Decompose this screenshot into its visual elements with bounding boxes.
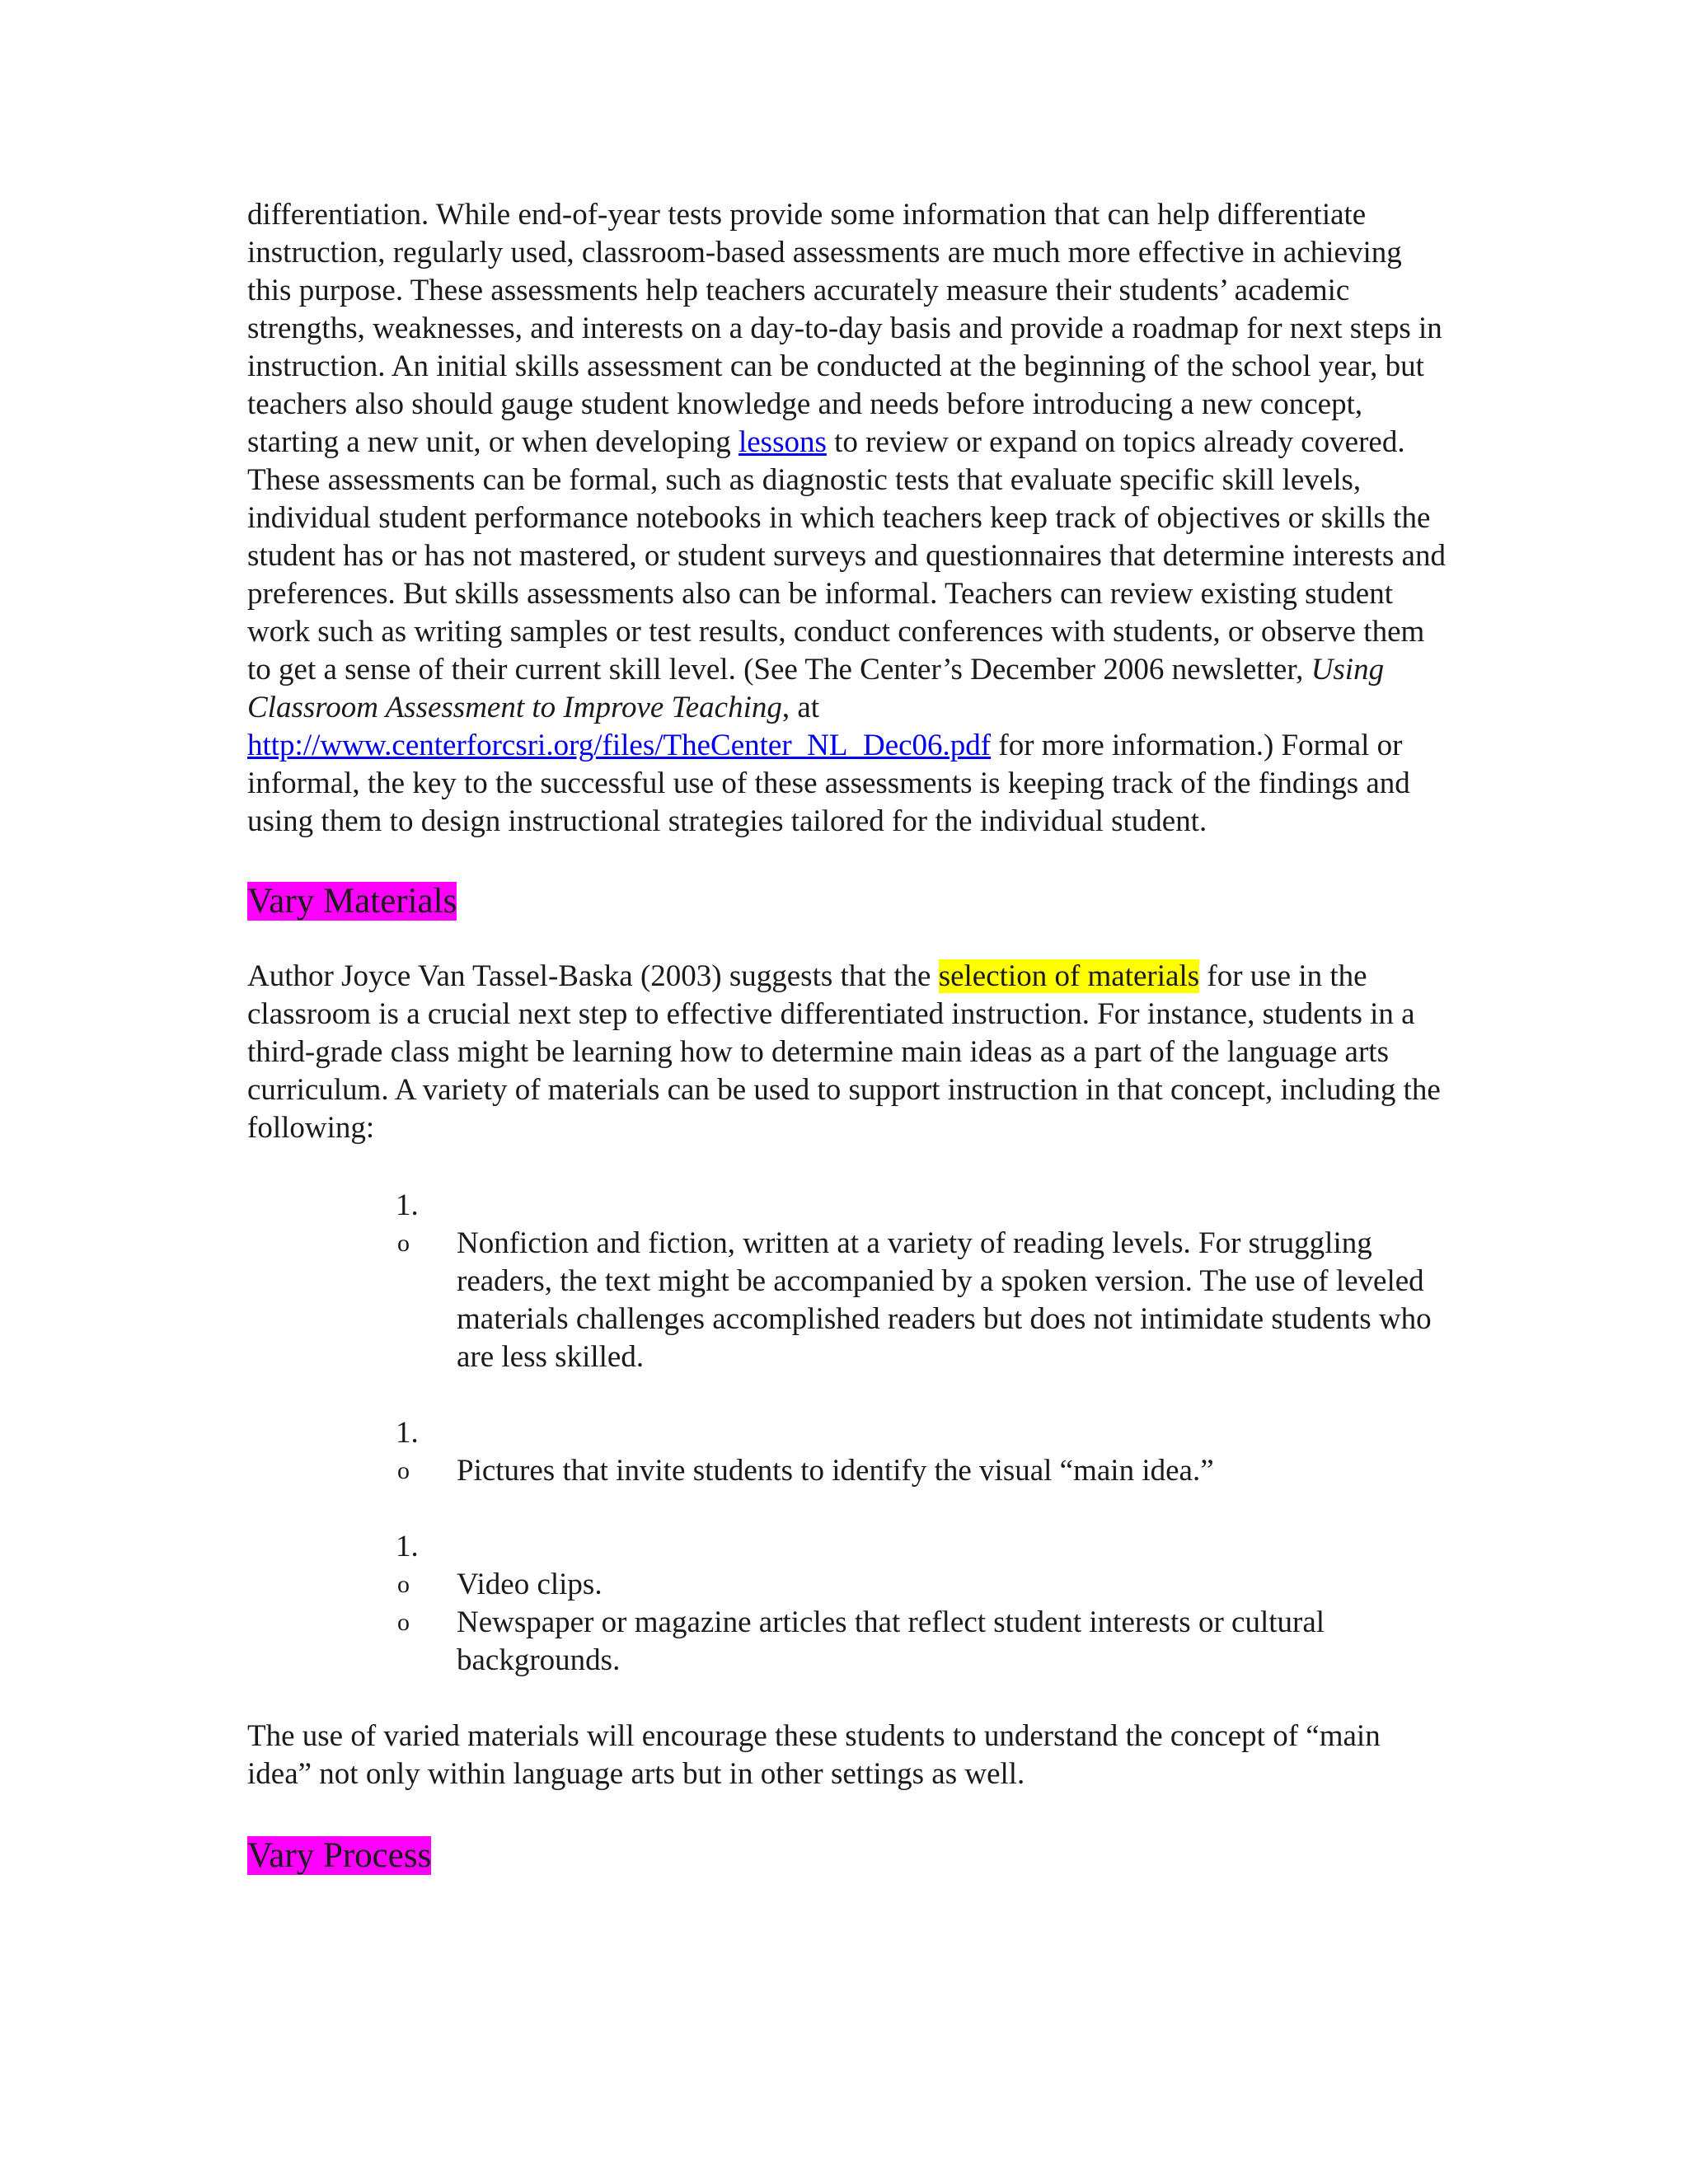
list-item-text: Video clips.	[457, 1568, 603, 1601]
bullet-icon: o	[397, 1230, 410, 1257]
list-item-text: Nonfiction and fiction, written at a variety of reading levels. For struggling readers, the text might be accompanied by a spoken version. The use of leveled materials challenges accomplished readers but does not intimidate students who are less skilled.	[457, 1226, 1432, 1374]
intro-text-part2: to review or expand on topics already covered. These assessments can be formal, such as diagnostic tests that evaluate specific skill levels, individual student performance notebooks in which teachers keep track of objectives or skills the student has or has not mastered, or student surveys and questionnaires that determine interests and preferences. But skills assessments also can be informal. Teachers can review existing student work such as writing samples or test results, conduct conferences with students, or observe them to get a sense of their current skill level. (See The Center’s December 2006 newsletter,	[247, 425, 1446, 687]
closing-paragraph: The use of varied materials will encourage these students to understand the concept of “main idea” not only within language arts but in other settings as well.	[247, 1719, 1381, 1791]
intro-text-part3: , at	[781, 691, 820, 724]
bullet-icon: o	[397, 1571, 410, 1598]
bullet-icon: o	[397, 1457, 410, 1484]
heading-highlight: Vary Process	[247, 1836, 432, 1875]
document-page	[247, 196, 1451, 1912]
list-group	[396, 1528, 1451, 1680]
bullet-icon: o	[397, 1609, 410, 1636]
list-item	[396, 1566, 1451, 1604]
list-group	[396, 1414, 1451, 1490]
materials-text-part2: for use in the classroom is a crucial next step to effective differentiated instruction. For instance, students in a third-grade class might be learning how to determine main ideas as a part of the language arts curriculum. A variety of materials can be used to support instruction in that concept, including the following:	[247, 959, 1441, 1145]
newsletter-title: Using Classroom Assessment to Improve Teaching	[247, 653, 1385, 724]
list-number: 1.	[396, 1416, 419, 1450]
newsletter-url-link[interactable]: http://www.centerforcsri.org/files/TheCenter_NL_Dec06.pdf	[247, 729, 992, 762]
intro-paragraph	[247, 196, 1451, 841]
list-number: 1.	[396, 1530, 419, 1563]
lessons-link[interactable]: lessons	[738, 425, 827, 459]
list-item-text: Pictures that invite students to identify the visual “main idea.”	[457, 1454, 1214, 1488]
list-item-text: Newspaper or magazine articles that reflect student interests or cultural backgrounds.	[457, 1605, 1325, 1677]
intro-text-part1: differentiation. While end-of-year tests provide some information that can help differentiate instruction, regularly used, classroom-based assessments are much more effective in achieving this purpose. These assessments help teachers accurately measure their students’ academic strengths, weaknesses, and interests on a day-to-day basis and provide a roadmap for next steps in instruction. An initial skills assessment can be conducted at the beginning of the school year, but teachers also should gauge student knowledge and needs before introducing a new concept, starting a new unit, or when developing	[247, 198, 1442, 459]
section-heading-vary-materials	[247, 880, 1451, 923]
list-group	[396, 1187, 1451, 1376]
materials-paragraph	[247, 958, 1451, 1147]
list-item	[396, 1225, 1451, 1376]
heading-highlight: Vary Materials	[247, 882, 457, 921]
list-number: 1.	[396, 1188, 419, 1222]
section-heading-vary-process	[247, 1835, 1451, 1877]
intro-text-part4: for more information.) Formal or informal, the key to the successful use of these assessments is keeping track of the findings and using them to design instructional strategies tailored for the individual student.	[247, 729, 1410, 838]
highlighted-phrase: selection of materials	[938, 959, 1200, 993]
materials-text-part1: Author Joyce Van Tassel-Baska (2003) suggests that the	[247, 959, 939, 993]
list-item	[396, 1452, 1451, 1490]
list-item	[396, 1604, 1451, 1680]
